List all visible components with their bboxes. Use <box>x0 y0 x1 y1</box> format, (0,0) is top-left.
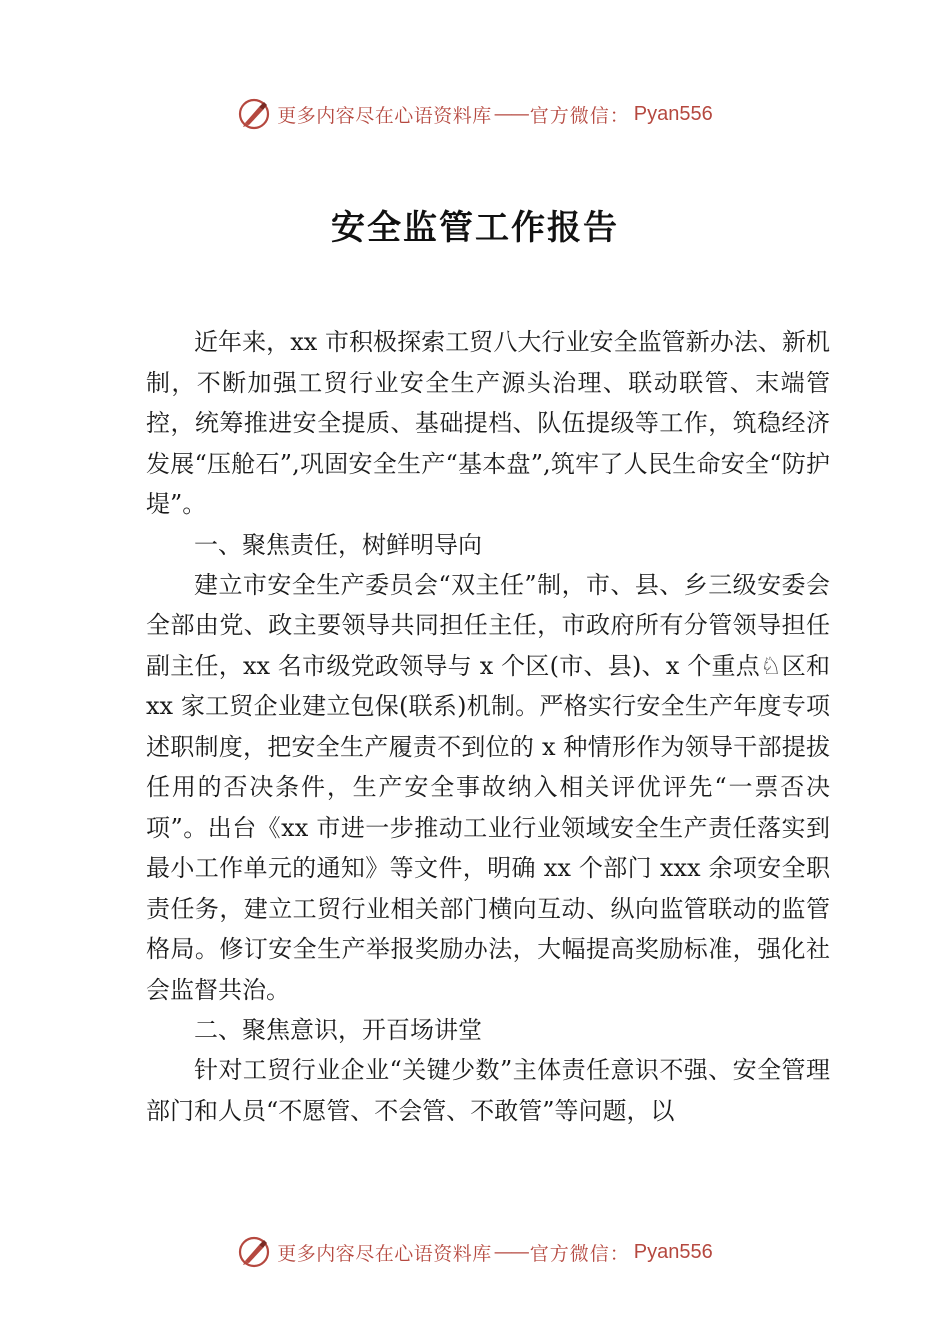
watermark-dash: —— <box>493 103 528 125</box>
section-heading-2: 二、聚焦意识，开百场讲堂 <box>194 1016 482 1044</box>
watermark-site-text: 更多内容尽在心语资料库 <box>277 1242 492 1265</box>
document-body <box>146 322 830 1131</box>
paragraph-section-2: 针对工贸行业企业“关键少数”主体责任意识不强、安全管理部门和人员“不愿管、不会管、不敢管”等问题，以 <box>146 1056 830 1125</box>
pen-circle-logo-icon <box>237 1235 271 1269</box>
watermark-site-text: 更多内容尽在心语资料库 <box>277 104 492 127</box>
watermark-wechat-label: 官方微信： <box>529 104 630 127</box>
pen-circle-logo-icon <box>237 97 271 131</box>
watermark-wechat-label: 官方微信： <box>529 1242 630 1265</box>
watermark-dash: —— <box>493 1241 528 1263</box>
watermark-wechat-id: Pyan556 <box>633 1240 713 1263</box>
paragraph-intro: 近年来，xx 市积极探索工贸八大行业安全监管新办法、新机制，不断加强工贸行业安全生产源头治理、联动联管、末端管控，统筹推进安全提质、基础提档、队伍提级等工作，筑稳经济发展“压舱石”,巩固安全生产“基本盘”,筑牢了人民生命安全“防护堤”。 <box>146 328 830 518</box>
paragraph-section-1: 建立市安全生产委员会“双主任”制，市、县、乡三级安委会全部由党、政主要领导共同担任主任，市政府所有分管领导担任副主任，xx 名市级党政领导与 x 个区(市、县)、x 个重点♘区和 xx 家工贸企业建立包保(联系)机制。严格实行安全生产年度专项述职制度，把安全生产履责不到位的 x 种情形作为领导干部提拔任用的否决条件，生产安全事故纳入相关评优评先“一票否决项”。出台《xx 市进一步推动工业行业领域安全生产责任落实到最小工作单元的通知》等文件，明确 xx 个部门 xxx 余项安全职责任务，建立工贸行业相关部门横向互动、纵向监管联动的监管格局。修订安全生产举报奖励办法，大幅提高奖励标准，强化社会监督共治。 <box>146 570 830 1004</box>
document-title: 安全监管工作报告 <box>331 208 619 248</box>
section-heading-1: 一、聚焦责任，树鲜明导向 <box>194 530 482 559</box>
watermark-wechat-id: Pyan556 <box>633 102 713 125</box>
watermark-banner-top <box>0 94 950 134</box>
watermark-banner-bottom <box>0 1232 950 1272</box>
